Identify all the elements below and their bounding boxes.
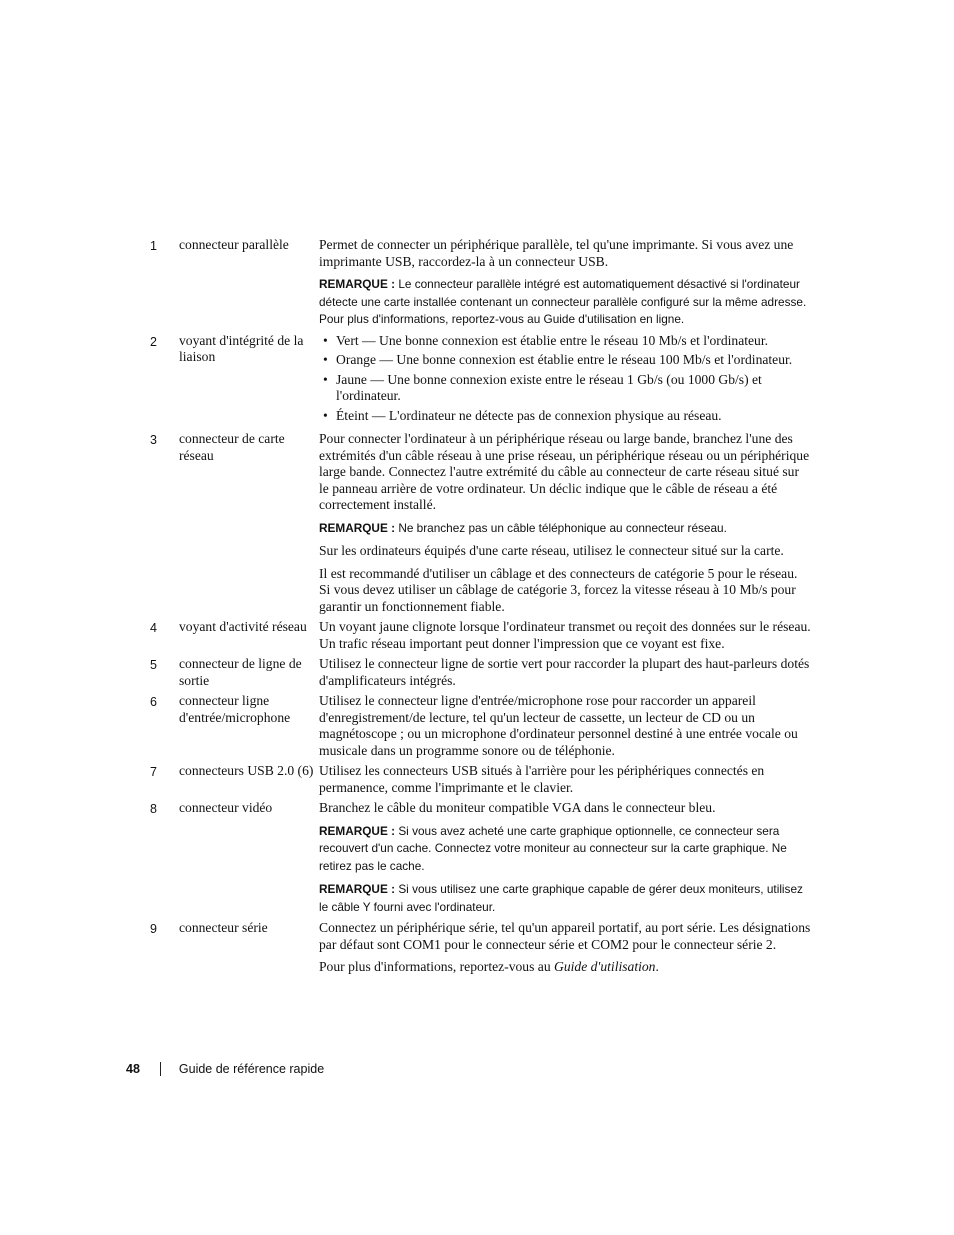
item-description [319, 800, 811, 916]
note-label: REMARQUE : [319, 823, 396, 838]
item-label: connecteur de carte réseau [179, 431, 285, 463]
description-text: Utilisez le connecteur ligne d'entrée/microphone rose pour raccorder un appareil d'enregistrement/de lecture, tel qu'un lecteur de cassette, un lecteur de CD ou un magnétoscope ; ou un microphone d'ordinateur personnel destiné à une entrée vocale ou musicale dans un programme sonore ou de téléphonie. [319, 693, 798, 758]
item-label: connecteur ligne d'entrée/microphone [179, 693, 291, 725]
list-item: • Jaune — Une bonne connexion existe entre le réseau 1 Gb/s (ou 1000 Gb/s) et l'ordinateur. [319, 372, 811, 405]
status-list [319, 333, 811, 425]
table-row [150, 431, 812, 615]
item-label: connecteur parallèle [179, 237, 289, 252]
item-number: 9 [150, 922, 157, 936]
table-row [150, 800, 812, 916]
page-number: 48 [126, 1062, 140, 1076]
item-description [319, 619, 811, 652]
description-text: Permet de connecter un périphérique parallèle, tel qu'une imprimante. Si vous avez une imprimante USB, raccordez-la à un connecteur USB. [319, 237, 794, 269]
note-text: Ne branchez pas un câble téléphonique au connecteur réseau. [398, 520, 727, 535]
description-text: Connectez un périphérique série, tel qu'un appareil portatif, au port série. Les désignations par défaut sont COM1 pour le connecteur série et COM2 pour le connecteur série 2. [319, 920, 811, 952]
table-row [150, 333, 812, 428]
item-description [319, 237, 811, 329]
table-row [150, 920, 812, 976]
note [319, 881, 811, 916]
description-text: Branchez le câble du moniteur compatible VGA dans le connecteur bleu. [319, 800, 716, 815]
note [319, 520, 811, 538]
list-item: • Vert — Une bonne connexion est établie entre le réseau 10 Mb/s et l'ordinateur. [319, 333, 811, 350]
item-description [319, 920, 811, 976]
table-row [150, 619, 812, 652]
guide-reference: Guide d'utilisation [554, 959, 656, 974]
note [319, 823, 811, 876]
item-number: 1 [150, 239, 157, 253]
description-text: Il est recommandé d'utiliser un câblage et des connecteurs de catégorie 5 pour le réseau. Si vous devez utiliser un câblage de catégorie 3, forcez la vitesse réseau à 10 Mb/s pour garantir un fonctionnement fiable. [319, 565, 798, 614]
item-number: 2 [150, 334, 157, 349]
footer-divider [160, 1062, 161, 1076]
item-label: connecteur série [179, 920, 268, 935]
description-text: Sur les ordinateurs équipés d'une carte réseau, utilisez le connecteur situé sur la carte. [319, 543, 784, 558]
table-row [150, 656, 812, 689]
table-row [150, 693, 812, 759]
page-footer [126, 1062, 324, 1076]
description-text [319, 959, 811, 976]
item-description [319, 763, 811, 796]
item-number: 6 [150, 695, 157, 709]
item-description [319, 656, 811, 689]
note-label: REMARQUE : [319, 520, 396, 535]
table-row [150, 237, 812, 329]
item-label: voyant d'intégrité de la liaison [179, 332, 304, 364]
item-number: 4 [150, 621, 157, 635]
item-number: 5 [150, 658, 157, 672]
description-text: Pour connecter l'ordinateur à un périphérique réseau ou large bande, branchez l'une des extrémités d'un câble réseau à une prise réseau, un périphérique réseau ou un périphérique large bande. Connectez l'autre extrémité du câble au connecteur de carte réseau situé sur le panneau arrière de votre ordinateur. Un déclic indique que le câble de réseau a été correctement installé. [319, 431, 810, 512]
description-text: Utilisez le connecteur ligne de sortie vert pour raccorder la plupart des haut-parleurs dotés d'amplificateurs intégrés. [319, 656, 810, 688]
note-label: REMARQUE : [319, 277, 396, 291]
footer-title: Guide de référence rapide [178, 1062, 325, 1076]
item-number: 7 [150, 765, 157, 779]
connector-table [150, 237, 812, 980]
table-row [150, 763, 812, 796]
item-label: connecteur vidéo [179, 800, 273, 815]
description-text: Un voyant jaune clignote lorsque l'ordinateur transmet ou reçoit des données sur le réseau. Un trafic réseau important peut donner l'impression que ce voyant est fixe. [319, 619, 811, 651]
item-description [319, 693, 811, 759]
item-label: connecteur de ligne de sortie [179, 656, 302, 688]
item-label: voyant d'activité réseau [179, 619, 307, 634]
list-item: • Orange — Une bonne connexion est établie entre le réseau 100 Mb/s et l'ordinateur. [319, 352, 811, 369]
item-label: connecteurs USB 2.0 (6) [179, 763, 314, 778]
text-fragment: Pour plus d'informations, reportez-vous au [319, 959, 555, 974]
text-fragment: . [655, 959, 659, 974]
item-description [319, 431, 811, 615]
note-text: Le connecteur parallèle intégré est automatiquement désactivé si l'ordinateur détecte une carte installée contenant un connecteur parallèle configuré sur la même adresse. Pour plus d'informations, reportez-vous au Guide d'utilisation en ligne. [319, 277, 807, 326]
item-description [319, 333, 811, 428]
item-number: 3 [150, 433, 157, 447]
note [319, 276, 811, 329]
list-item: • Éteint — L'ordinateur ne détecte pas de connexion physique au réseau. [319, 408, 811, 425]
item-number: 8 [150, 802, 157, 816]
note-text: Si vous avez acheté une carte graphique optionnelle, ce connecteur sera recouvert d'un cache. Connectez votre moniteur au connecteur sur la carte graphique. Ne retirez pas le cache. [319, 823, 787, 873]
note-text: Si vous utilisez une carte graphique capable de gérer deux moniteurs, utilisez le câble Y fourni avec l'ordinateur. [319, 882, 803, 914]
description-text: Utilisez les connecteurs USB situés à l'arrière pour les périphériques connectés en permanence, comme l'imprimante et le clavier. [319, 763, 765, 795]
note-label: REMARQUE : [319, 882, 396, 896]
